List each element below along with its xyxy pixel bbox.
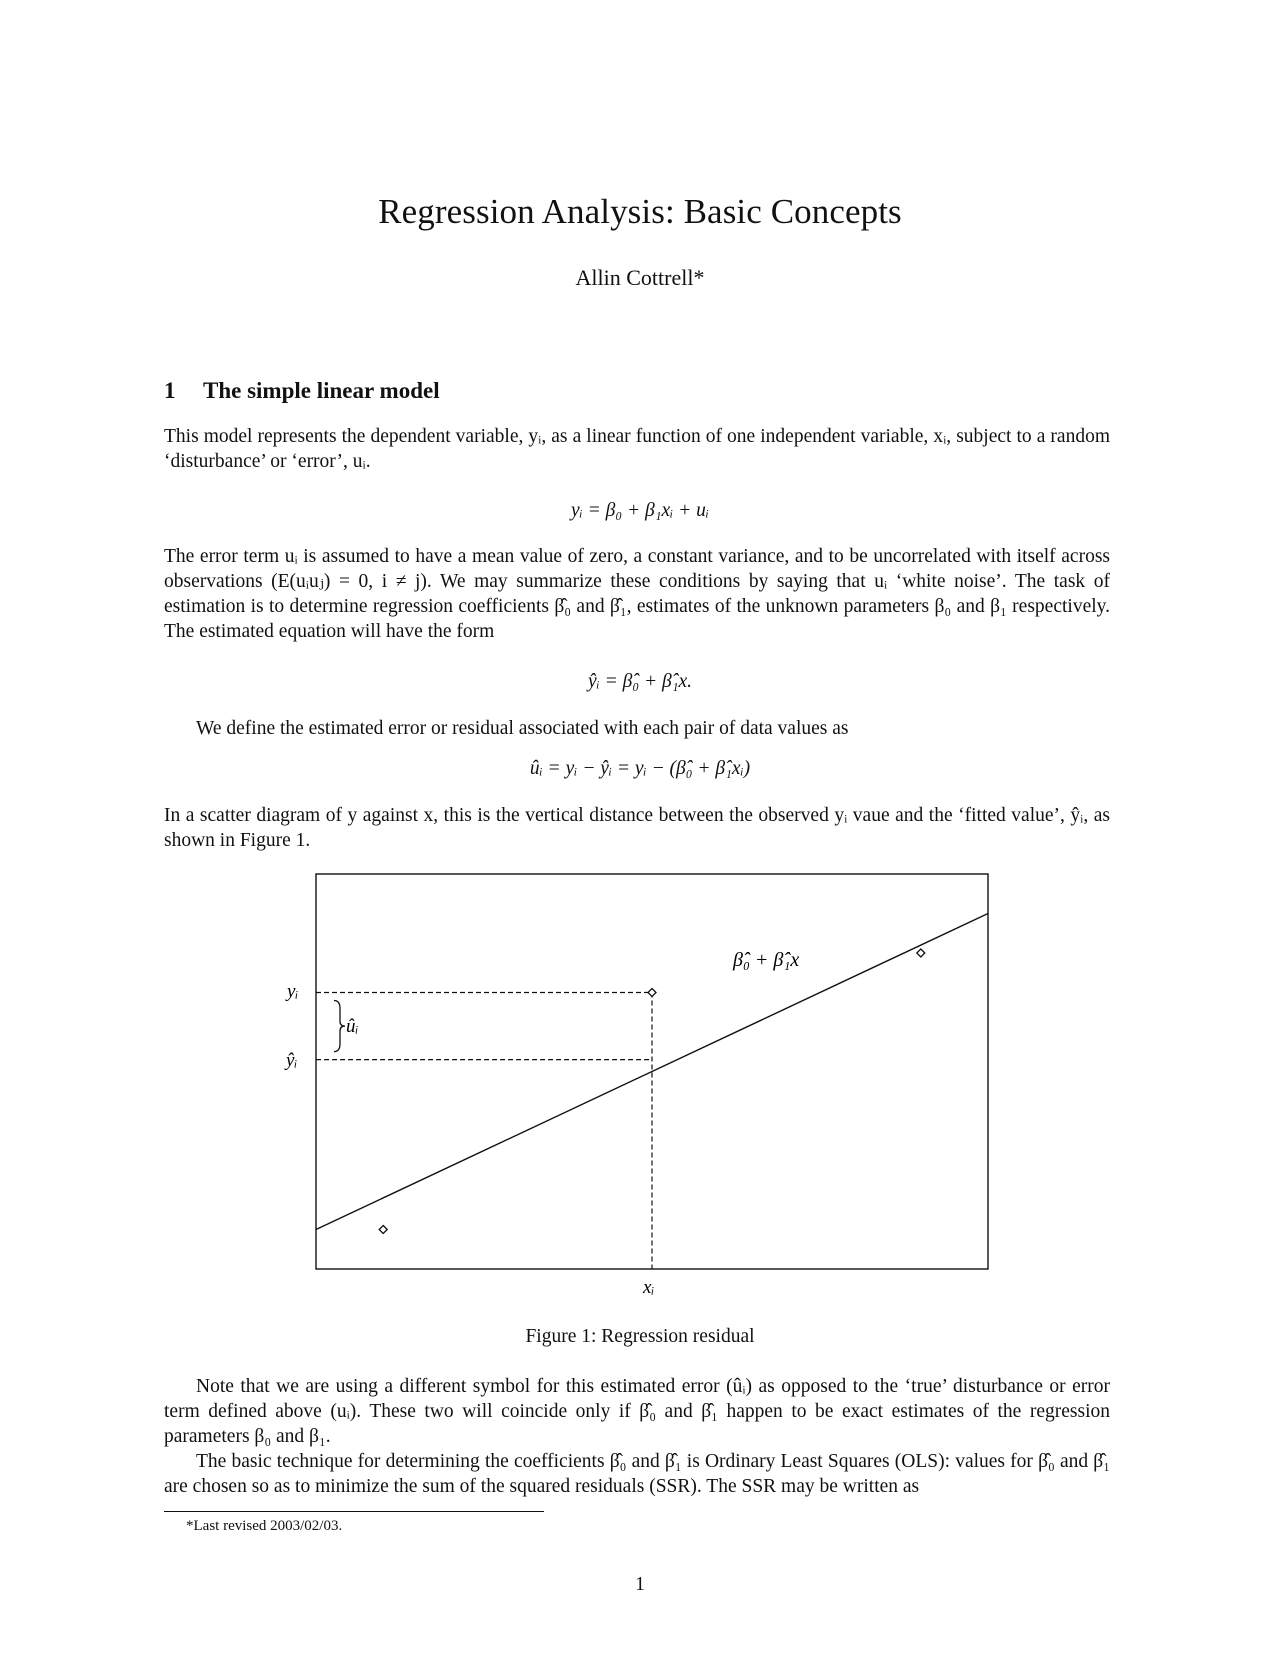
regression-line xyxy=(316,914,988,1230)
footnote-rule xyxy=(164,1511,544,1512)
data-point xyxy=(917,949,925,957)
paragraph-note: Note that we are using a different symbol for this estimated error (ûᵢ) as opposed to the ‘true’ disturbance or error term defined above (uᵢ). These two will coincide only if β̂₀ and β̂₁ happen to be exact estimates of the regression parameters β₀ and β₁. xyxy=(164,1376,1110,1447)
paragraph-intro: This model represents the dependent variable, yᵢ, as a linear function of one independent variable, xᵢ, subject to a random ‘disturbance’ or ‘error’, uᵢ. xyxy=(164,426,1110,472)
equation-estimated: ŷᵢ = β̂₀ + β̂₁x. xyxy=(587,671,693,692)
residual-brace xyxy=(334,1001,345,1052)
figure-caption: Figure 1: Regression residual xyxy=(525,1326,755,1347)
x-i-label: xᵢ xyxy=(643,1277,655,1298)
page-number: 1 xyxy=(635,1574,645,1595)
data-point xyxy=(648,989,656,997)
equation-residual: ûᵢ = yᵢ − ŷᵢ = yᵢ − (β̂₀ + β̂₁xᵢ) xyxy=(529,758,751,779)
footnote: *Last revised 2003/02/03. xyxy=(186,1518,343,1534)
y-i-label: yᵢ xyxy=(287,981,299,1002)
u-hat-label: ûᵢ xyxy=(346,1016,359,1037)
y-hat-label: ŷᵢ xyxy=(286,1050,298,1071)
paper-title: Regression Analysis: Basic Concepts xyxy=(378,192,902,231)
section-title: The simple linear model xyxy=(203,378,440,403)
paragraph-ols: The basic technique for determining the coefficients β̂₀ and β̂₁ is Ordinary Least Squares (OLS): values for β̂₀ and β̂₁ are chosen so as to minimize the sum of the squared residuals (SSR). The SSR may be written as xyxy=(164,1451,1110,1497)
paragraph-residual-def: We define the estimated error or residual associated with each pair of data values as xyxy=(196,718,849,739)
paragraph-scatter: In a scatter diagram of y against x, this is the vertical distance between the observed yᵢ vaue and the ‘fitted value’, ŷᵢ, as shown in Figure 1. xyxy=(164,805,1110,851)
data-point xyxy=(379,1226,387,1234)
regression-line-label: β̂₀ + β̂₁x xyxy=(733,949,800,971)
author: Allin Cottrell* xyxy=(575,265,705,290)
equation-model: yᵢ = β₀ + β₁xᵢ + uᵢ xyxy=(570,500,710,521)
paragraph-error-term: The error term uᵢ is assumed to have a mean value of zero, a constant variance, and to be uncorrelated with itself across observations (E(uᵢuⱼ) = 0, i ≠ j). We may summarize these conditions by saying that uᵢ ‘white noise’. The task of estimation is to determine regression coefficients β̂₀ and β̂₁, estimates of the unknown parameters β₀ and β₁ respectively. The estimated equation will have the form xyxy=(164,546,1110,642)
section-number: 1 xyxy=(164,378,176,403)
